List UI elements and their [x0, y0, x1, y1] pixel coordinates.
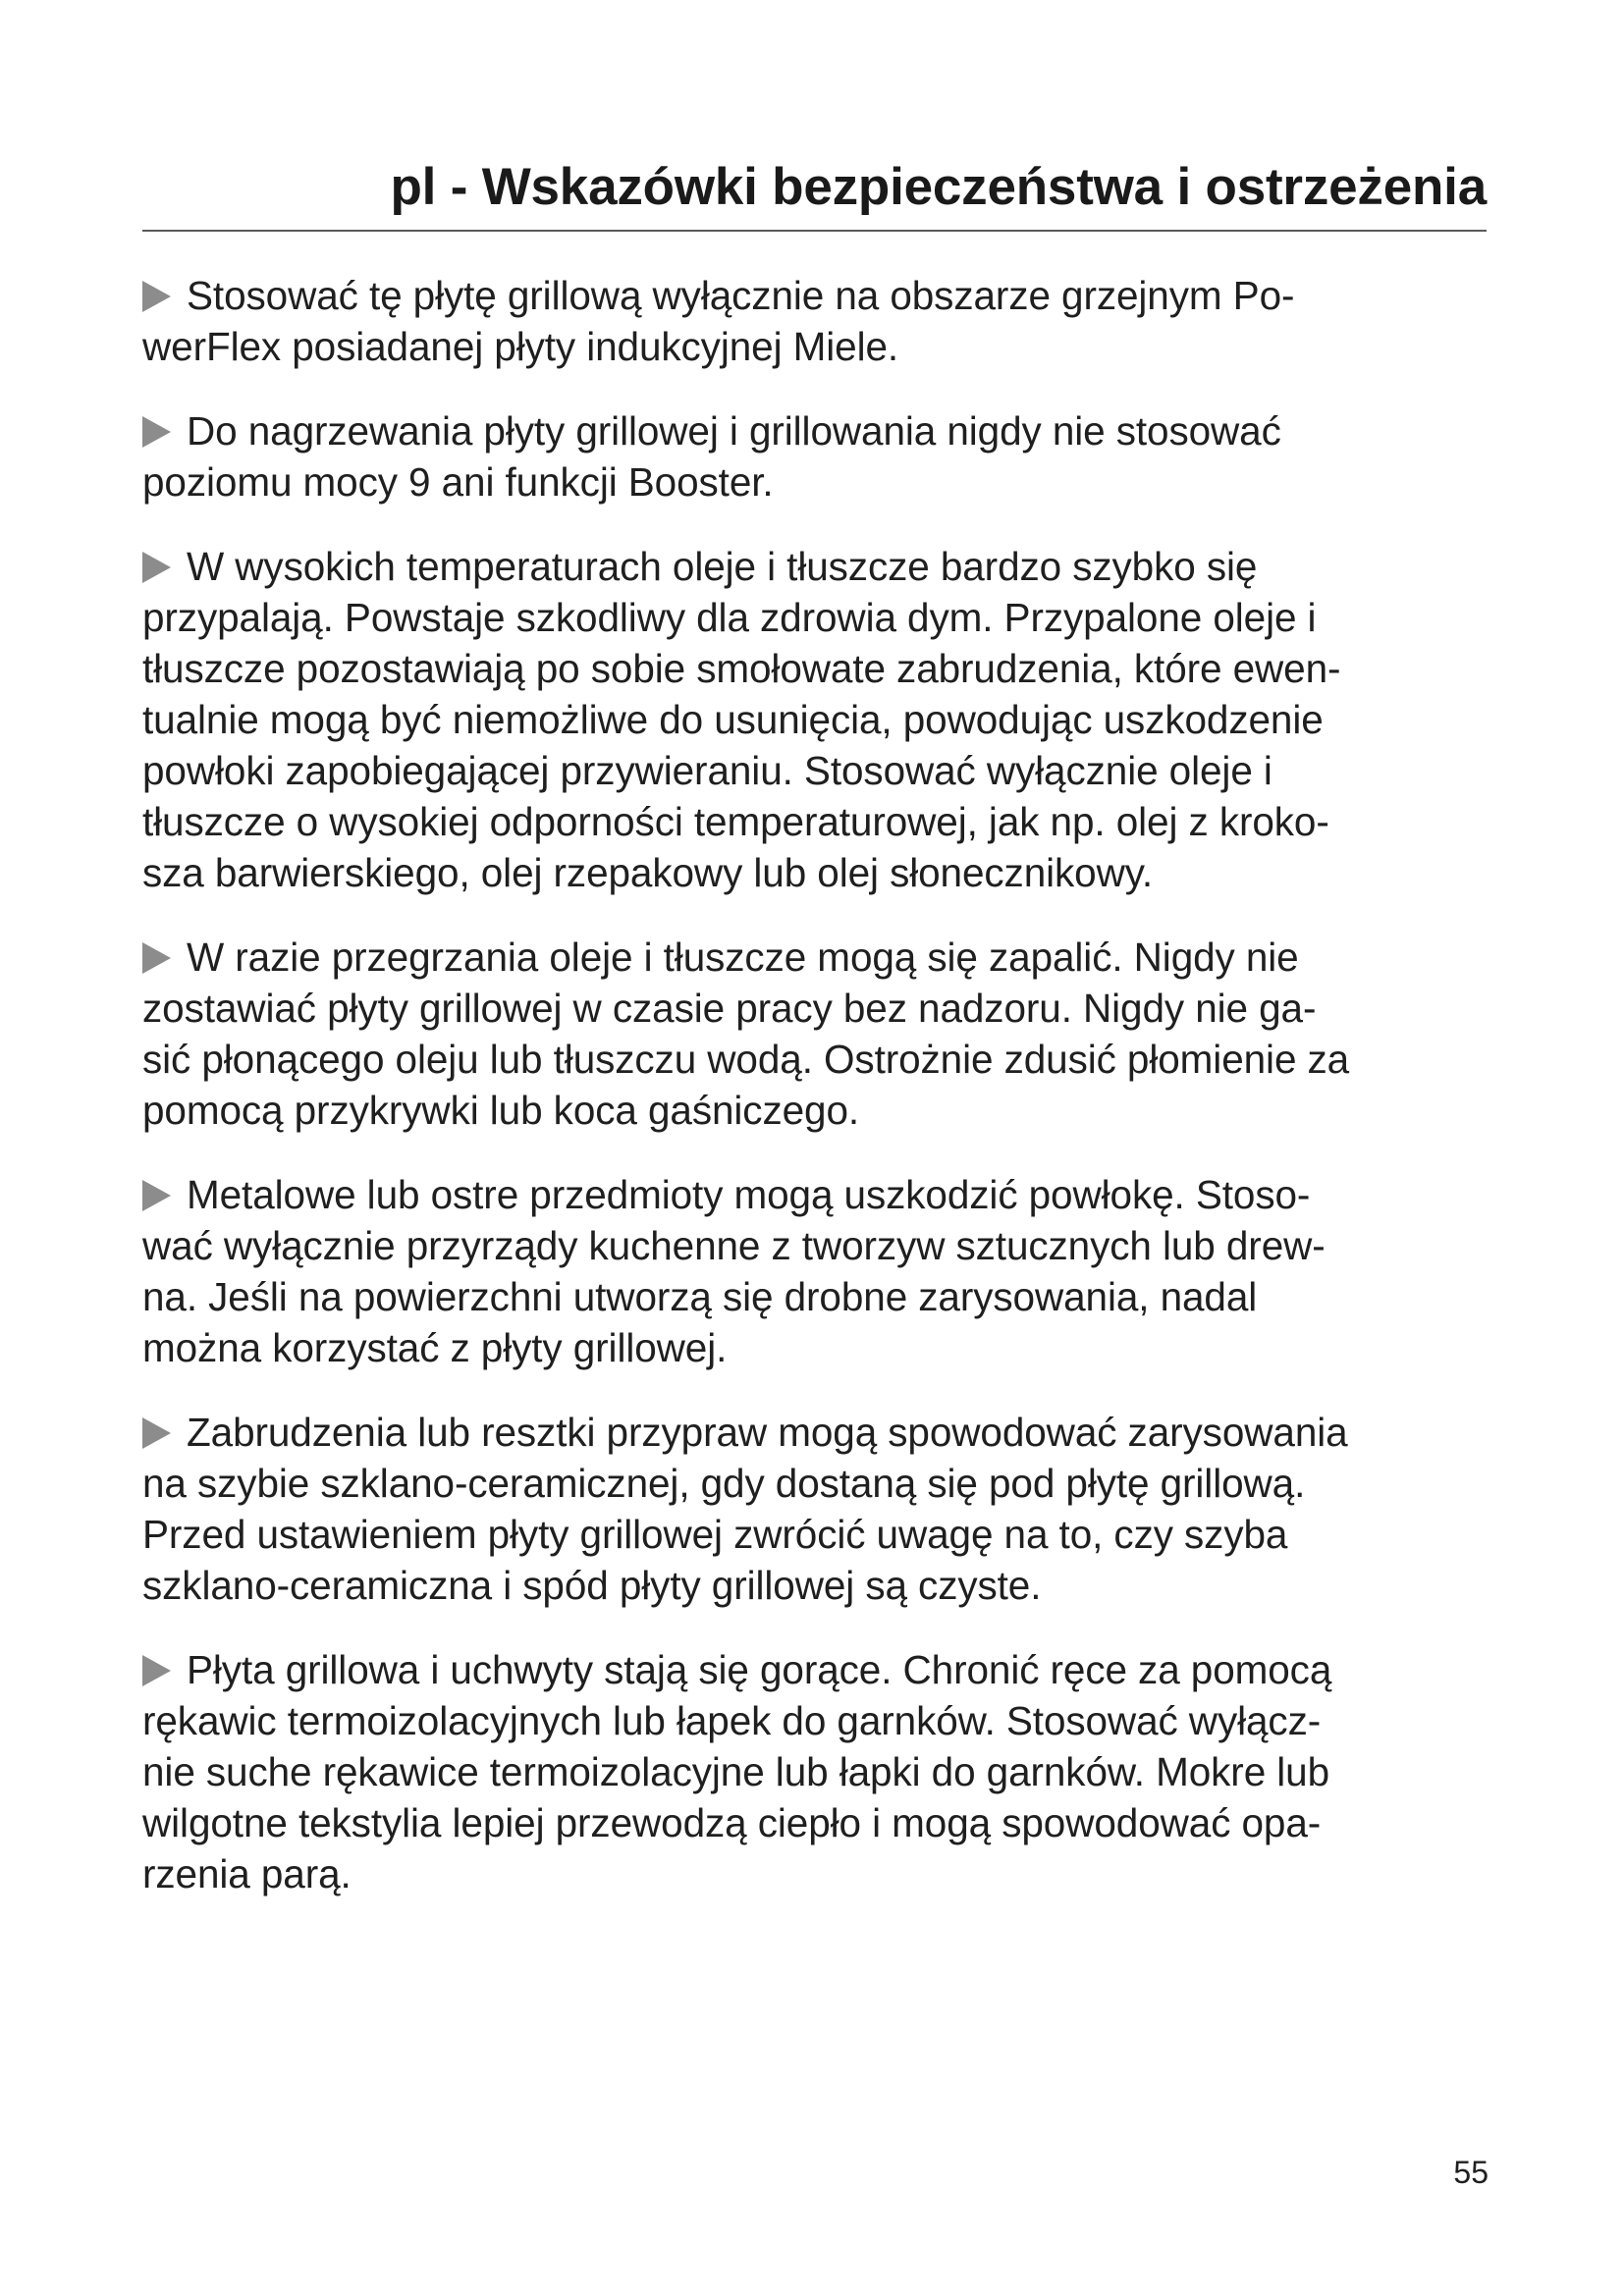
arrow-icon [142, 281, 171, 312]
warning-line: można korzystać z płyty grillowej. [142, 1325, 728, 1370]
warning-line: wilgotne tekstylia lepiej przewodzą ciepło i mogą spowodować opa- [142, 1800, 1322, 1845]
warning-line: sza barwierskiego, olej rzepakowy lub olej słonecznikowy. [142, 850, 1154, 895]
warning-line: werFlex posiadanej płyty indukcyjnej Miele. [142, 324, 899, 369]
warning-item [142, 405, 1502, 507]
page-number: 55 [1453, 2155, 1489, 2190]
warning-line: wać wyłącznie przyrządy kuchenne z tworzyw sztucznych lub drew- [142, 1223, 1326, 1268]
warning-line: Metalowe lub ostre przedmioty mogą uszkodzić powłokę. Stoso- [187, 1172, 1311, 1217]
warning-line: Zabrudzenia lub resztki przypraw mogą spowodować zarysowania [187, 1410, 1348, 1455]
warning-item [142, 270, 1502, 372]
arrow-icon [142, 942, 171, 974]
warning-line: rękawic termoizolacyjnych lub łapek do garnków. Stosować wyłącz- [142, 1698, 1322, 1743]
arrow-icon [142, 1655, 171, 1686]
arrow-icon [142, 416, 171, 448]
warning-line: poziomu mocy 9 ani funkcji Booster. [142, 459, 774, 505]
warning-line: sić płonącego oleju lub tłuszczu wodą. Ostrożnie zdusić płomienie za [142, 1037, 1350, 1082]
warning-item [142, 1644, 1502, 1899]
arrow-icon [142, 1180, 171, 1211]
warning-line: nie suche rękawice termoizolacyjne lub łapki do garnków. Mokre lub [142, 1749, 1330, 1794]
warning-line: przypalają. Powstaje szkodliwy dla zdrowia dym. Przypalone oleje i [142, 595, 1317, 640]
warning-line: powłoki zapobiegającej przywieraniu. Stosować wyłącznie oleje i [142, 748, 1272, 793]
warnings-list [142, 270, 1502, 1933]
warning-item [142, 1169, 1502, 1373]
warning-line: pomocą przykrywki lub koca gaśniczego. [142, 1088, 860, 1133]
warning-item [142, 1407, 1502, 1611]
warning-line: Stosować tę płytę grillową wyłącznie na obszarze grzejnym Po- [187, 273, 1295, 318]
warning-item [142, 541, 1502, 898]
arrow-icon [142, 1417, 171, 1449]
arrow-icon [142, 552, 171, 583]
warning-line: tualnie mogą być niemożliwe do usunięcia, powodując uszkodzenie [142, 697, 1324, 742]
warning-line: rzenia parą. [142, 1851, 352, 1896]
page-title: pl - Wskazówki bezpieczeństwa i ostrzeżenia [390, 158, 1487, 216]
warning-line: szklano-ceramiczna i spód płyty grillowej są czyste. [142, 1563, 1042, 1608]
warning-line: zostawiać płyty grillowej w czasie pracy bez nadzoru. Nigdy nie ga- [142, 986, 1317, 1031]
warning-item [142, 932, 1502, 1136]
page-header [142, 147, 1487, 232]
warning-line: Do nagrzewania płyty grillowej i grillowania nigdy nie stosować [187, 408, 1281, 454]
warning-line: Przed ustawieniem płyty grillowej zwrócić uwagę na to, czy szyba [142, 1512, 1288, 1557]
warning-line: tłuszcze pozostawiają po sobie smołowate zabrudzenia, które ewen- [142, 646, 1341, 691]
warning-line: tłuszcze o wysokiej odporności temperaturowej, jak np. olej z kroko- [142, 799, 1329, 844]
warning-line: Płyta grillowa i uchwyty stają się gorące. Chronić ręce za pomocą [187, 1647, 1332, 1692]
warning-line: na szybie szklano-ceramicznej, gdy dostaną się pod płytę grillową. [142, 1461, 1306, 1506]
warning-line: W razie przegrzania oleje i tłuszcze mogą się zapalić. Nigdy nie [187, 934, 1299, 980]
warning-line: W wysokich temperaturach oleje i tłuszcze bardzo szybko się [187, 544, 1258, 589]
warning-line: na. Jeśli na powierzchni utworzą się drobne zarysowania, nadal [142, 1274, 1258, 1319]
